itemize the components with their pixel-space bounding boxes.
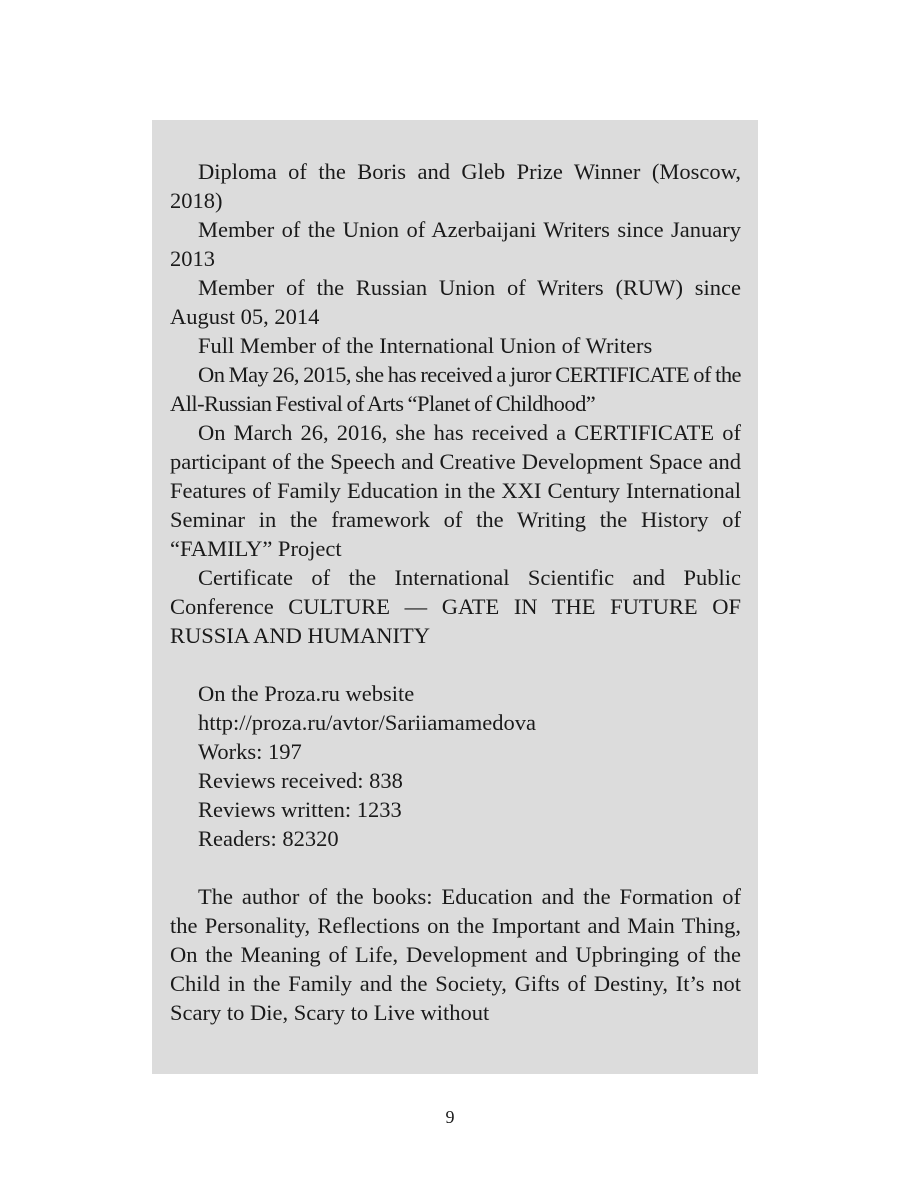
proza-reviews-written: Reviews written: 1233 (198, 797, 402, 822)
proza-url: http://proza.ru/avtor/Sariiamamedova (198, 710, 537, 735)
page-body-text (170, 157, 741, 1027)
achievement-prize-diploma: Diploma of the Boris and Gleb Prize Winner (Moscow, 2018) (170, 159, 741, 213)
proza-readers-count: Readers: 82320 (198, 826, 339, 851)
achievement-juror-certificate: On May 26, 2015, she has received a juror CERTIFICATE of the All-Russian Festival of Arts “Planet of Childhood” (170, 362, 741, 416)
achievement-russian-union: Member of the Russian Union of Writers (RUW) since August 05, 2014 (170, 275, 741, 329)
page-number: 9 (445, 1107, 455, 1127)
achievement-azerbaijani-union: Member of the Union of Azerbaijani Writers since January 2013 (170, 217, 741, 271)
section-gap (170, 853, 741, 882)
achievement-conference-certificate: Certificate of the International Scientific and Public Conference CULTURE — GATE IN THE FUTURE OF RUSSIA AND HUMANITY (170, 565, 741, 648)
proza-reviews-received: Reviews received: 838 (198, 768, 403, 793)
section-gap (170, 650, 741, 679)
proza-intro: On the Proza.ru website (198, 681, 415, 706)
achievement-international-union: Full Member of the International Union of Writers (198, 333, 653, 358)
books-paragraph: The author of the books: Education and the Formation of the Personality, Reflections on the Important and Main Thing, On the Meaning of Life, Development and Upbringing of the Child in the Family and the Society, Gifts of Destiny, It’s not Scary to Die, Scary to Live without (170, 884, 741, 1025)
achievement-seminar-certificate: On March 26, 2016, she has received a CERTIFICATE of participant of the Speech and Creative Development Space and Features of Family Education in the XXI Century International Seminar in the framework of the Writing the History of “FAMILY” Project (170, 420, 741, 561)
proza-works-count: Works: 197 (198, 739, 302, 764)
